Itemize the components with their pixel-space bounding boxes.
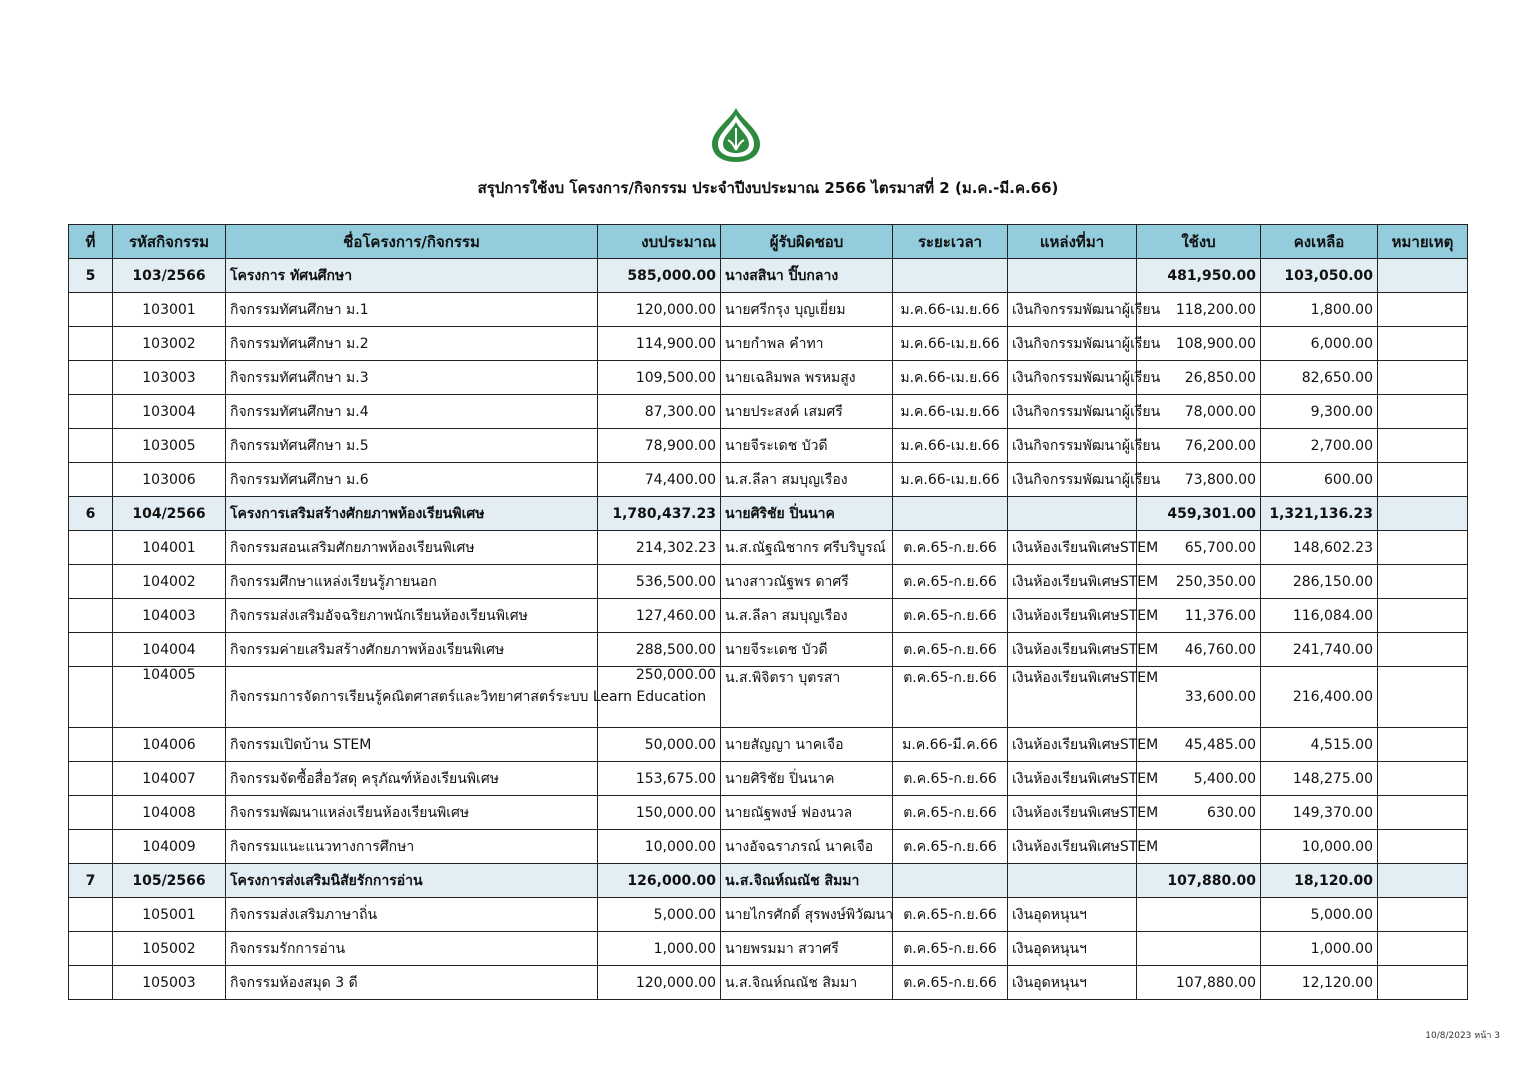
activity-remaining: 2,700.00 [1261, 429, 1378, 463]
project-row [69, 864, 1468, 898]
activity-budget: 150,000.00 [598, 796, 721, 830]
project-period [893, 259, 1008, 293]
activity-row [69, 633, 1468, 667]
activity-code: 103003 [113, 361, 226, 395]
activity-budget: 5,000.00 [598, 898, 721, 932]
activity-name: กิจกรรมทัศนศึกษา ม.5 [226, 429, 598, 463]
activity-used: 65,700.00 [1137, 531, 1261, 565]
activity-row [69, 728, 1468, 762]
activity-used: 11,376.00 [1137, 599, 1261, 633]
activity-remaining: 1,000.00 [1261, 932, 1378, 966]
project-budget: 126,000.00 [598, 864, 721, 898]
activity-row [69, 531, 1468, 565]
activity-row [69, 327, 1468, 361]
activity-no [69, 633, 113, 667]
activity-owner: นายศรีกรุง บุญเยี่ยม [721, 293, 893, 327]
activity-name: กิจกรรมเปิดบ้าน STEM [226, 728, 598, 762]
column-header: งบประมาณ [598, 225, 721, 259]
budget-table [68, 224, 1468, 1000]
project-source [1008, 864, 1137, 898]
activity-owner: น.ส.จิณห์ณณัช สิมมา [721, 966, 893, 1000]
activity-period: ต.ค.65-ก.ย.66 [893, 898, 1008, 932]
activity-source: เงินกิจกรรมพัฒนาผู้เรียน [1008, 429, 1137, 463]
activity-no [69, 463, 113, 497]
activity-source: เงินห้องเรียนพิเศษSTEM [1008, 633, 1137, 667]
activity-remaining: 286,150.00 [1261, 565, 1378, 599]
activity-note [1378, 599, 1468, 633]
activity-used: 45,485.00 [1137, 728, 1261, 762]
project-note [1378, 497, 1468, 531]
activity-owner: นายกำพล คำทา [721, 327, 893, 361]
project-owner: นางสสินา ปิ๊บกลาง [721, 259, 893, 293]
activity-used: 26,850.00 [1137, 361, 1261, 395]
activity-name: กิจกรรมทัศนศึกษา ม.3 [226, 361, 598, 395]
project-remaining: 103,050.00 [1261, 259, 1378, 293]
activity-used [1137, 898, 1261, 932]
activity-no [69, 796, 113, 830]
project-code: 103/2566 [113, 259, 226, 293]
activity-remaining: 600.00 [1261, 463, 1378, 497]
project-budget: 585,000.00 [598, 259, 721, 293]
project-code: 105/2566 [113, 864, 226, 898]
project-no: 7 [69, 864, 113, 898]
activity-source: เงินกิจกรรมพัฒนาผู้เรียน [1008, 463, 1137, 497]
activity-note [1378, 633, 1468, 667]
column-header: ชื่อโครงการ/กิจกรรม [226, 225, 598, 259]
column-header: รหัสกิจกรรม [113, 225, 226, 259]
activity-owner: นายพรมมา สวาศรี [721, 932, 893, 966]
project-name: โครงการส่งเสริมนิสัยรักการอ่าน [226, 864, 598, 898]
activity-note [1378, 429, 1468, 463]
activity-period: ม.ค.66-เม.ย.66 [893, 395, 1008, 429]
activity-source: เงินอุดหนุนฯ [1008, 932, 1137, 966]
activity-owner: นายจีระเดช บัวดี [721, 429, 893, 463]
project-row [69, 497, 1468, 531]
activity-period: ต.ค.65-ก.ย.66 [893, 966, 1008, 1000]
project-no: 6 [69, 497, 113, 531]
activity-budget: 120,000.00 [598, 966, 721, 1000]
activity-source: เงินกิจกรรมพัฒนาผู้เรียน [1008, 327, 1137, 361]
activity-source: เงินห้องเรียนพิเศษSTEM [1008, 565, 1137, 599]
activity-code: 103002 [113, 327, 226, 361]
activity-owner: นายไกรศักดิ์ สุรพงษ์พิวัฒนา [721, 898, 893, 932]
activity-owner: นายเฉลิมพล พรหมสูง [721, 361, 893, 395]
activity-budget: 1,000.00 [598, 932, 721, 966]
activity-remaining: 10,000.00 [1261, 830, 1378, 864]
activity-row [69, 898, 1468, 932]
activity-row [69, 361, 1468, 395]
activity-owner: นายประสงค์ เสมศรี [721, 395, 893, 429]
column-header: ที่ [69, 225, 113, 259]
activity-owner: น.ส.พิจิตรา บุตรสา [721, 667, 893, 728]
activity-remaining: 6,000.00 [1261, 327, 1378, 361]
project-name: โครงการ ทัศนศึกษา [226, 259, 598, 293]
activity-source: เงินห้องเรียนพิเศษSTEM [1008, 531, 1137, 565]
table-header-row [69, 225, 1468, 259]
activity-budget: 120,000.00 [598, 293, 721, 327]
column-header: คงเหลือ [1261, 225, 1378, 259]
activity-source: เงินห้องเรียนพิเศษSTEM [1008, 830, 1137, 864]
activity-no [69, 932, 113, 966]
activity-no [69, 667, 113, 728]
column-header: ระยะเวลา [893, 225, 1008, 259]
column-header: แหล่งที่มา [1008, 225, 1137, 259]
activity-no [69, 728, 113, 762]
activity-name: กิจกรรมทัศนศึกษา ม.4 [226, 395, 598, 429]
activity-source: เงินห้องเรียนพิเศษSTEM [1008, 728, 1137, 762]
activity-no [69, 395, 113, 429]
activity-no [69, 327, 113, 361]
project-owner: น.ส.จิณห์ณณัช สิมมา [721, 864, 893, 898]
activity-period: ม.ค.66-เม.ย.66 [893, 463, 1008, 497]
activity-note [1378, 830, 1468, 864]
activity-used: 33,600.00 [1137, 667, 1261, 728]
activity-no [69, 762, 113, 796]
activity-code: 104007 [113, 762, 226, 796]
activity-no [69, 293, 113, 327]
activity-used: 630.00 [1137, 796, 1261, 830]
activity-code: 104006 [113, 728, 226, 762]
activity-period: ต.ค.65-ก.ย.66 [893, 932, 1008, 966]
activity-row [69, 966, 1468, 1000]
activity-owner: นายจีระเดช บัวดี [721, 633, 893, 667]
activity-note [1378, 565, 1468, 599]
activity-note [1378, 762, 1468, 796]
activity-name: กิจกรรมส่งเสริมภาษาถิ่น [226, 898, 598, 932]
project-remaining: 1,321,136.23 [1261, 497, 1378, 531]
activity-owner: นายณัฐพงษ์ ฟองนวล [721, 796, 893, 830]
project-name: โครงการเสริมสร้างศักยภาพห้องเรียนพิเศษ [226, 497, 598, 531]
project-used: 107,880.00 [1137, 864, 1261, 898]
activity-row [69, 599, 1468, 633]
project-note [1378, 864, 1468, 898]
activity-owner: น.ส.ลีลา สมบุญเรือง [721, 463, 893, 497]
activity-code: 105003 [113, 966, 226, 1000]
activity-owner: นายสัญญา นาคเจือ [721, 728, 893, 762]
activity-no [69, 565, 113, 599]
activity-budget: 288,500.00 [598, 633, 721, 667]
activity-row [69, 667, 1468, 728]
activity-owner: นายศิริชัย ปิ่นนาค [721, 762, 893, 796]
activity-code: 103006 [113, 463, 226, 497]
activity-used: 118,200.00 [1137, 293, 1261, 327]
activity-no [69, 966, 113, 1000]
activity-note [1378, 531, 1468, 565]
activity-note [1378, 898, 1468, 932]
project-source [1008, 497, 1137, 531]
activity-row [69, 429, 1468, 463]
activity-budget: 74,400.00 [598, 463, 721, 497]
activity-note [1378, 667, 1468, 728]
activity-row [69, 830, 1468, 864]
activity-source: เงินกิจกรรมพัฒนาผู้เรียน [1008, 293, 1137, 327]
activity-code: 104001 [113, 531, 226, 565]
activity-remaining: 9,300.00 [1261, 395, 1378, 429]
activity-note [1378, 463, 1468, 497]
activity-source: เงินกิจกรรมพัฒนาผู้เรียน [1008, 395, 1137, 429]
activity-budget: 78,900.00 [598, 429, 721, 463]
activity-used: 73,800.00 [1137, 463, 1261, 497]
activity-name: กิจกรรมการจัดการเรียนรู้คณิตศาสตร์และวิทยาศาสตร์ระบบ Learn Education [226, 667, 598, 728]
activity-code: 104008 [113, 796, 226, 830]
activity-name: กิจกรรมสอนเสริมศักยภาพห้องเรียนพิเศษ [226, 531, 598, 565]
activity-period: ต.ค.65-ก.ย.66 [893, 762, 1008, 796]
activity-used: 76,200.00 [1137, 429, 1261, 463]
activity-budget: 536,500.00 [598, 565, 721, 599]
activity-code: 104009 [113, 830, 226, 864]
activity-name: กิจกรรมห้องสมุด 3 ดี [226, 966, 598, 1000]
activity-code: 104005 [113, 667, 226, 728]
activity-code: 103005 [113, 429, 226, 463]
activity-row [69, 395, 1468, 429]
activity-period: ต.ค.65-ก.ย.66 [893, 531, 1008, 565]
school-emblem-icon [708, 106, 764, 164]
activity-remaining: 82,650.00 [1261, 361, 1378, 395]
activity-name: กิจกรรมจัดซื้อสื่อวัสดุ ครุภัณฑ์ห้องเรียนพิเศษ [226, 762, 598, 796]
activity-row [69, 565, 1468, 599]
project-note [1378, 259, 1468, 293]
activity-remaining: 241,740.00 [1261, 633, 1378, 667]
activity-no [69, 531, 113, 565]
activity-budget: 250,000.00 [598, 667, 721, 728]
activity-code: 104002 [113, 565, 226, 599]
activity-remaining: 5,000.00 [1261, 898, 1378, 932]
activity-row [69, 762, 1468, 796]
activity-budget: 50,000.00 [598, 728, 721, 762]
activity-code: 103004 [113, 395, 226, 429]
activity-note [1378, 932, 1468, 966]
activity-used: 5,400.00 [1137, 762, 1261, 796]
activity-row [69, 796, 1468, 830]
activity-code: 105002 [113, 932, 226, 966]
activity-owner: นางสาวณัฐพร ดาศรี [721, 565, 893, 599]
project-period [893, 864, 1008, 898]
page-title: สรุปการใช้งบ โครงการ/กิจกรรม ประจำปีงบประมาณ 2566 ไตรมาสที่ 2 (ม.ค.-มี.ค.66) [477, 179, 1059, 197]
activity-code: 104004 [113, 633, 226, 667]
activity-note [1378, 796, 1468, 830]
activity-name: กิจกรรมทัศนศึกษา ม.2 [226, 327, 598, 361]
activity-note [1378, 327, 1468, 361]
activity-name: กิจกรรมศึกษาแหล่งเรียนรู้ภายนอก [226, 565, 598, 599]
column-header: หมายเหตุ [1378, 225, 1468, 259]
activity-code: 104003 [113, 599, 226, 633]
activity-source: เงินห้องเรียนพิเศษSTEM [1008, 762, 1137, 796]
activity-source: เงินกิจกรรมพัฒนาผู้เรียน [1008, 361, 1137, 395]
activity-source: เงินอุดหนุนฯ [1008, 898, 1137, 932]
page-footer: 10/8/2023 หน้า 3 [1425, 1031, 1500, 1041]
activity-budget: 214,302.23 [598, 531, 721, 565]
column-header: ผู้รับผิดชอบ [721, 225, 893, 259]
activity-period: ต.ค.65-ก.ย.66 [893, 565, 1008, 599]
project-budget: 1,780,437.23 [598, 497, 721, 531]
activity-note [1378, 728, 1468, 762]
activity-remaining: 149,370.00 [1261, 796, 1378, 830]
activity-period: ต.ค.65-ก.ย.66 [893, 599, 1008, 633]
project-row [69, 259, 1468, 293]
activity-code: 103001 [113, 293, 226, 327]
activity-period: ม.ค.66-เม.ย.66 [893, 429, 1008, 463]
activity-note [1378, 395, 1468, 429]
activity-code: 105001 [113, 898, 226, 932]
activity-name: กิจกรรมรักการอ่าน [226, 932, 598, 966]
activity-row [69, 293, 1468, 327]
activity-period: ม.ค.66-เม.ย.66 [893, 293, 1008, 327]
activity-period: ต.ค.65-ก.ย.66 [893, 633, 1008, 667]
activity-period: ต.ค.65-ก.ย.66 [893, 796, 1008, 830]
activity-row [69, 932, 1468, 966]
activity-name: กิจกรรมแนะแนวทางการศึกษา [226, 830, 598, 864]
activity-period: ต.ค.65-ก.ย.66 [893, 830, 1008, 864]
activity-remaining: 1,800.00 [1261, 293, 1378, 327]
activity-period: ต.ค.65-ก.ย.66 [893, 667, 1008, 728]
activity-budget: 109,500.00 [598, 361, 721, 395]
activity-budget: 10,000.00 [598, 830, 721, 864]
activity-remaining: 4,515.00 [1261, 728, 1378, 762]
activity-name: กิจกรรมทัศนศึกษา ม.6 [226, 463, 598, 497]
activity-budget: 114,900.00 [598, 327, 721, 361]
activity-period: ม.ค.66-เม.ย.66 [893, 327, 1008, 361]
activity-no [69, 898, 113, 932]
activity-budget: 153,675.00 [598, 762, 721, 796]
project-period [893, 497, 1008, 531]
activity-note [1378, 293, 1468, 327]
activity-no [69, 361, 113, 395]
activity-row [69, 463, 1468, 497]
project-used: 481,950.00 [1137, 259, 1261, 293]
activity-used: 78,000.00 [1137, 395, 1261, 429]
activity-budget: 127,460.00 [598, 599, 721, 633]
project-no: 5 [69, 259, 113, 293]
project-code: 104/2566 [113, 497, 226, 531]
activity-used: 107,880.00 [1137, 966, 1261, 1000]
activity-remaining: 148,602.23 [1261, 531, 1378, 565]
activity-source: เงินอุดหนุนฯ [1008, 966, 1137, 1000]
activity-owner: นางอัจฉราภรณ์ นาคเจือ [721, 830, 893, 864]
activity-source: เงินห้องเรียนพิเศษSTEM [1008, 796, 1137, 830]
activity-remaining: 148,275.00 [1261, 762, 1378, 796]
activity-used: 108,900.00 [1137, 327, 1261, 361]
activity-used: 250,350.00 [1137, 565, 1261, 599]
activity-name: กิจกรรมพัฒนาแหล่งเรียนห้องเรียนพิเศษ [226, 796, 598, 830]
activity-name: กิจกรรมทัศนศึกษา ม.1 [226, 293, 598, 327]
activity-no [69, 599, 113, 633]
activity-source: เงินห้องเรียนพิเศษSTEM [1008, 599, 1137, 633]
activity-owner: น.ส.ลีลา สมบุญเรือง [721, 599, 893, 633]
activity-name: กิจกรรมส่งเสริมอัจฉริยภาพนักเรียนห้องเรียนพิเศษ [226, 599, 598, 633]
project-source [1008, 259, 1137, 293]
activity-note [1378, 361, 1468, 395]
activity-source: เงินห้องเรียนพิเศษSTEM [1008, 667, 1137, 728]
project-used: 459,301.00 [1137, 497, 1261, 531]
activity-no [69, 429, 113, 463]
activity-remaining: 116,084.00 [1261, 599, 1378, 633]
project-remaining: 18,120.00 [1261, 864, 1378, 898]
activity-budget: 87,300.00 [598, 395, 721, 429]
activity-name: กิจกรรมค่ายเสริมสร้างศักยภาพห้องเรียนพิเศษ [226, 633, 598, 667]
column-header: ใช้งบ [1137, 225, 1261, 259]
activity-used [1137, 932, 1261, 966]
activity-note [1378, 966, 1468, 1000]
activity-remaining: 216,400.00 [1261, 667, 1378, 728]
activity-no [69, 830, 113, 864]
activity-period: ม.ค.66-เม.ย.66 [893, 361, 1008, 395]
activity-period: ม.ค.66-มี.ค.66 [893, 728, 1008, 762]
activity-owner: น.ส.ณัฐณิชากร ศรีบริบูรณ์ [721, 531, 893, 565]
activity-used: 46,760.00 [1137, 633, 1261, 667]
project-owner: นายศิริชัย ปิ่นนาค [721, 497, 893, 531]
activity-remaining: 12,120.00 [1261, 966, 1378, 1000]
